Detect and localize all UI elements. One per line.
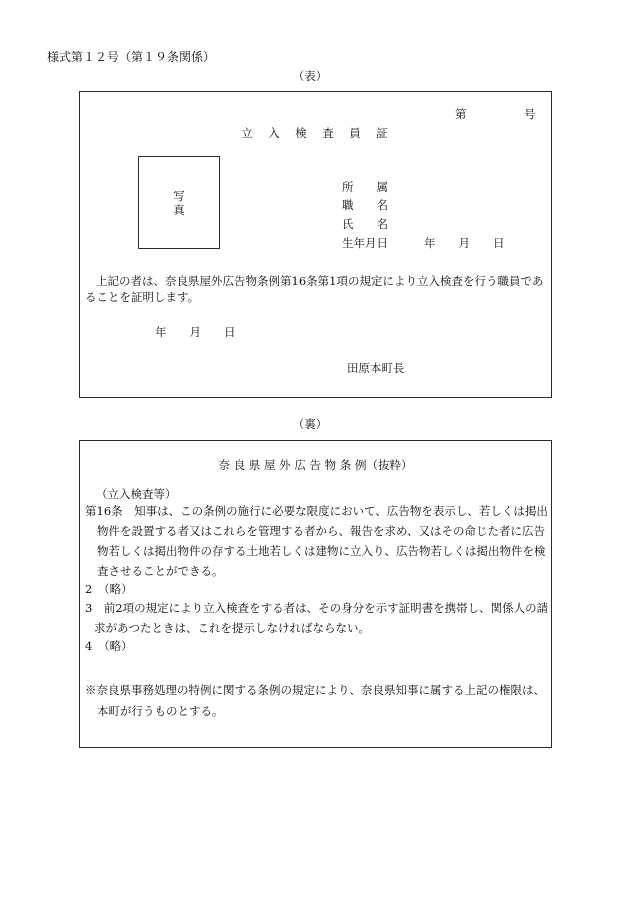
- field-affiliation-label: 所 属: [342, 180, 388, 194]
- article-16-line: 物件を設置する者又はこれらを管理する者から、報告を求め、又はその命じた者に広告: [97, 524, 546, 538]
- inspector-id-card-back: [79, 440, 552, 748]
- back-side-label: （裏）: [292, 417, 328, 431]
- paragraph-4: 4 （略）: [85, 639, 133, 653]
- issuer-name: 田原本町長: [347, 361, 405, 375]
- paragraph-3-line: 求があつたときは、これを提示しなければならない。: [94, 621, 370, 635]
- field-birthdate-label: 生年月日: [342, 236, 388, 250]
- inspector-id-card-front: [79, 91, 552, 398]
- photo-placeholder-label: 写真: [173, 189, 185, 217]
- delegation-note-line: 本町が行うものとする。: [97, 704, 224, 718]
- card-title: 立 入 検 査 員 証: [241, 126, 390, 140]
- photo-placeholder: [138, 156, 220, 249]
- field-birthdate-blank: 年 月 日: [424, 236, 505, 250]
- article-16-line: 物若しくは掲出物件の存する土地若しくは建物に立入り、広告物若しくは掲出物件を検: [97, 544, 546, 558]
- article-16-line: 第16条 知事は、この条例の施行に必要な限度において、広告物を表示し、若しくは掲出: [85, 504, 548, 518]
- paragraph-3-line: 3 前2項の規定により立入検査をする者は、その身分を示す証明書を携帯し、関係人の請: [85, 601, 549, 615]
- field-position-label: 職 名: [342, 198, 388, 212]
- card-number-line: 第 号: [455, 107, 536, 121]
- certification-line: ることを証明します。: [85, 290, 200, 304]
- field-name-label: 氏 名: [342, 217, 388, 231]
- front-side-label: （表）: [292, 69, 328, 83]
- article-16-line: 査させることができる。: [97, 564, 224, 578]
- issue-date-blank: 年 月 日: [155, 325, 236, 339]
- paragraph-2: 2 （略）: [85, 582, 133, 596]
- form-number-label: 様式第１２号（第１９条関係）: [47, 50, 216, 64]
- delegation-note-line: ※奈良県事務処理の特例に関する条例の規定により、奈良県知事に属する上記の権限は、: [85, 683, 545, 697]
- article-heading: （立入検査等）: [96, 487, 177, 501]
- ordinance-excerpt-title: 奈 良 県 屋 外 広 告 物 条 例（抜粋）: [218, 458, 413, 472]
- certification-line: 上記の者は、奈良県屋外広告物条例第16条第1項の規定により立入検査を行う職員であ: [96, 274, 544, 288]
